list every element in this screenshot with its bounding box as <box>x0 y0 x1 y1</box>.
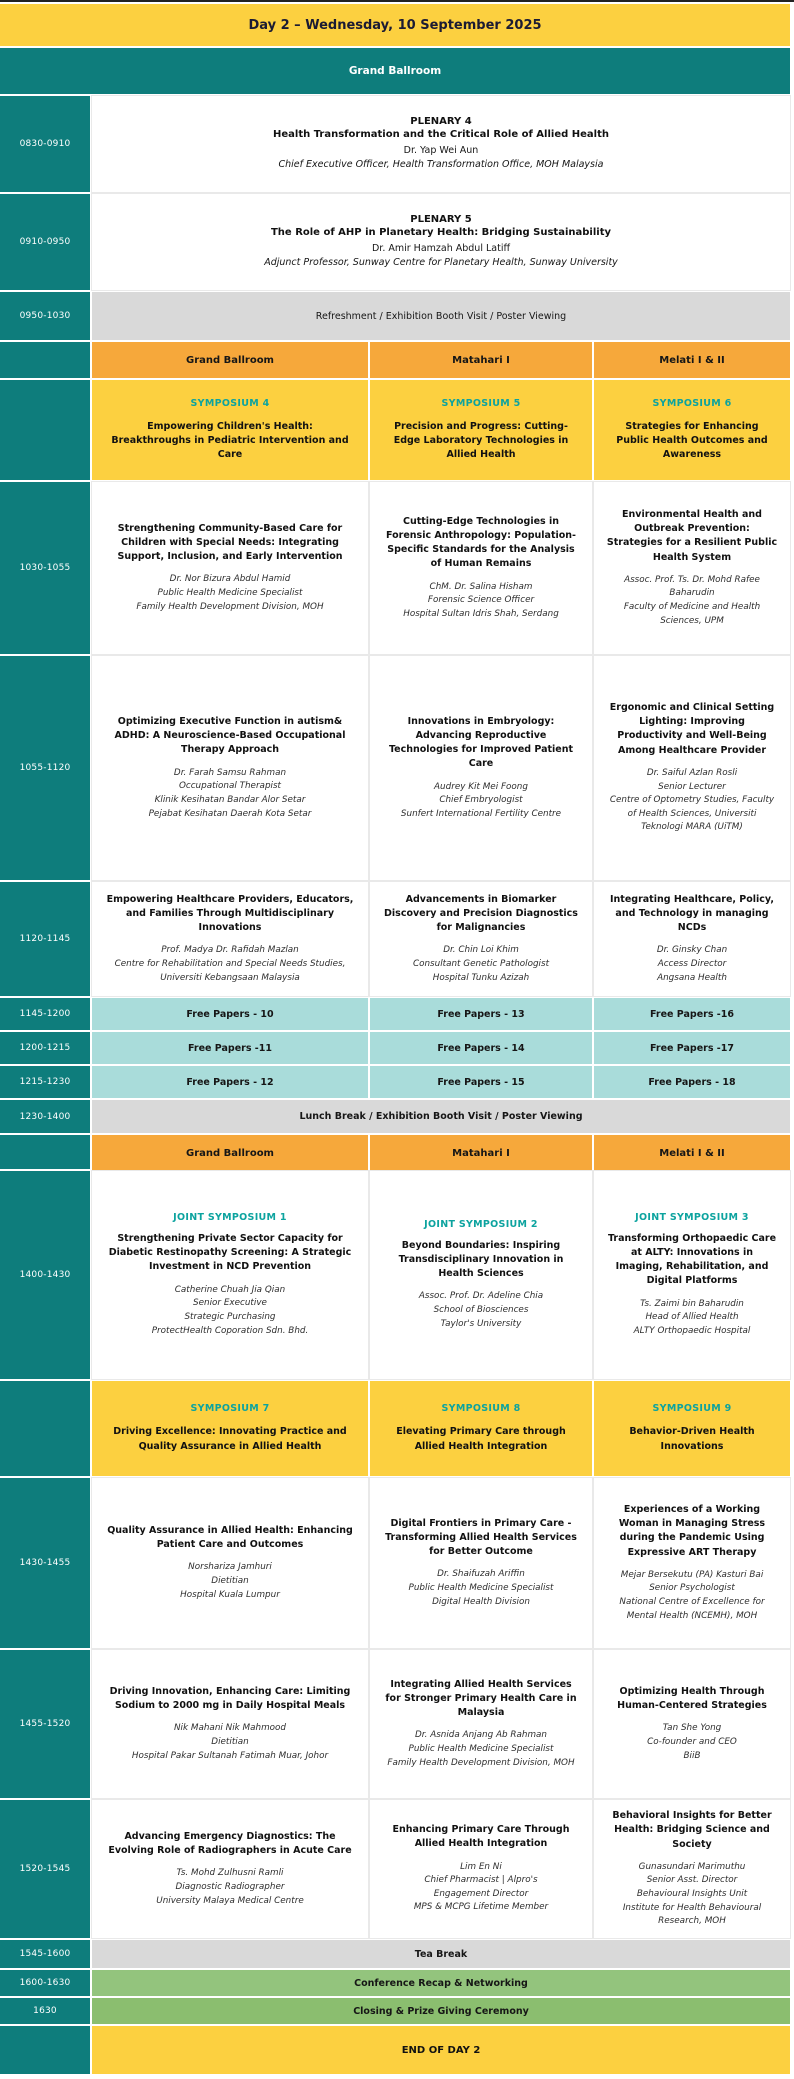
session-cell <box>92 482 368 654</box>
room-header-label: Melati I & II <box>659 1147 725 1159</box>
room-header-label: Melati I & II <box>659 354 725 366</box>
session-cell <box>92 1650 368 1798</box>
symposium-label: SYMPOSIUM 6 <box>652 397 732 409</box>
day2-schedule-table <box>0 4 794 2074</box>
joint-symposium-label: JOINT SYMPOSIUM 1 <box>173 1211 287 1223</box>
free-papers-cell <box>594 1032 790 1064</box>
joint-symposium-label: JOINT SYMPOSIUM 3 <box>635 1211 749 1223</box>
time-label: 1455-1520 <box>19 1719 71 1729</box>
session-cell <box>370 882 592 996</box>
lunch-break-cell <box>92 1100 790 1133</box>
free-papers-cell <box>92 1032 368 1064</box>
session-cell <box>370 656 592 880</box>
session-title: Innovations in Embryology: Advancing Reproductive Technologies for Improved Patient Care <box>388 715 574 770</box>
speaker-name: Dr. Yap Wei Aun <box>403 144 479 156</box>
day-banner <box>0 4 790 46</box>
time-cell-empty <box>0 342 90 378</box>
time-label: 1145-1200 <box>19 1009 71 1019</box>
symposium-title: Precision and Progress: Cutting-Edge Laboratory Technologies in Allied Health <box>393 420 569 461</box>
time-label: 0950-1030 <box>19 311 71 321</box>
session-cell <box>370 482 592 654</box>
session-speakers: Ts. Zaimi bin Baharudin Head of Allied Health ALTY Orthopaedic Hospital <box>633 1298 751 1336</box>
time-label: 0910-0950 <box>19 237 71 247</box>
break-label: Conference Recap & Networking <box>354 1977 528 1989</box>
time-label: 1200-1215 <box>19 1043 71 1053</box>
plenary-label: PLENARY 4 <box>410 115 472 127</box>
symposium-title: Empowering Children's Health: Breakthroughs in Pediatric Intervention and Care <box>111 420 349 461</box>
symposium4-cell <box>92 380 368 480</box>
symposium-label: SYMPOSIUM 9 <box>652 1403 732 1415</box>
day-banner-title: Day 2 – Wednesday, 10 September 2025 <box>248 17 542 33</box>
session-speakers: Audrey Kit Mei Foong Chief Embryologist Sunfert International Fertility Centre <box>400 781 562 819</box>
room-header-melati <box>594 342 790 378</box>
break-label: Lunch Break / Exhibition Booth Visit / Poster Viewing <box>299 1111 583 1122</box>
time-cell <box>0 194 90 290</box>
free-papers-label: Free Papers - 15 <box>437 1076 525 1088</box>
speaker-affiliation: Chief Executive Officer, Health Transformation Office, MOH Malaysia <box>278 159 604 170</box>
time-cell <box>0 1100 90 1133</box>
end-of-day-cell <box>92 2026 790 2074</box>
session-title: Integrating Healthcare, Policy, and Technology in managing NCDs <box>610 893 774 934</box>
session-speakers: Tan She Yong Co-founder and CEO BiiB <box>647 1723 737 1761</box>
symposium6-cell <box>594 380 790 480</box>
room-header-matahari <box>370 342 592 378</box>
time-label: 1030-1055 <box>19 563 71 573</box>
symposium-title: Elevating Primary Care through Allied Health Integration <box>396 1426 566 1452</box>
room-banner <box>0 48 790 94</box>
speaker-affiliation: Adjunct Professor, Sunway Centre for Planetary Health, Sunway University <box>264 257 618 268</box>
time-label: 1520-1545 <box>19 1864 71 1874</box>
time-cell <box>0 1478 90 1648</box>
free-papers-label: Free Papers - 10 <box>186 1008 274 1020</box>
joint-symposium1-cell <box>92 1171 368 1379</box>
time-cell <box>0 96 90 192</box>
symposium8-cell <box>370 1381 592 1476</box>
session-speakers: Lim En Ni Chief Pharmacist | Alpro's Engagement Director MPS & MCPG Lifetime Member <box>413 1861 549 1913</box>
time-label: 1600-1630 <box>19 1978 71 1988</box>
plenary-title: Health Transformation and the Critical Role of Allied Health <box>273 128 609 140</box>
session-cell <box>92 1478 368 1648</box>
time-cell <box>0 1066 90 1098</box>
time-cell <box>0 1970 90 1996</box>
free-papers-cell <box>92 1066 368 1098</box>
free-papers-cell <box>370 998 592 1030</box>
session-speakers: Dr. Shaifuzah Ariffin Public Health Medicine Specialist Digital Health Division <box>408 1569 554 1607</box>
session-speakers: Mejar Bersekutu (PA) Kasturi Bai Senior Psychologist National Centre of Excellence for Mental Health (NCEMH), MOH <box>619 1569 765 1621</box>
plenary4-cell <box>92 96 790 192</box>
session-cell <box>594 1650 790 1798</box>
free-papers-label: Free Papers -16 <box>650 1008 734 1020</box>
session-title: Experiences of a Working Woman in Managing Stress during the Pandemic Using Expressive ART Therapy <box>618 1503 766 1558</box>
session-speakers: Dr. Nor Bizura Abdul Hamid Public Health Medicine Specialist Family Health Development Division, MOH <box>136 574 324 612</box>
session-title: Integrating Allied Health Services for Stronger Primary Health Care in Malaysia <box>385 1678 577 1719</box>
time-cell <box>0 656 90 880</box>
session-speakers: Dr. Saiful Azlan Rosli Senior Lecturer Centre of Optometry Studies, Faculty of Health Sciences, Universiti Teknologi MARA (UiTM) <box>609 767 775 833</box>
end-of-day-label: END OF DAY 2 <box>401 2044 481 2056</box>
session-title: Environmental Health and Outbreak Prevention: Strategies for a Resilient Public Health System <box>606 508 778 563</box>
plenary5-cell <box>92 194 790 290</box>
time-cell-empty <box>0 1381 90 1476</box>
session-speakers: Dr. Asnida Anjang Ab Rahman Public Health Medicine Specialist Family Health Development Division, MOH <box>387 1730 575 1768</box>
time-label: 1630 <box>33 2006 57 2016</box>
symposium7-cell <box>92 1381 368 1476</box>
free-papers-cell <box>370 1066 592 1098</box>
session-title: Advancements in Biomarker Discovery and Precision Diagnostics for Malignancies <box>384 893 578 934</box>
time-cell-empty <box>0 380 90 480</box>
session-title: Beyond Boundaries: Inspiring Transdisciplinary Innovation in Health Sciences <box>398 1239 564 1280</box>
plenary4-row <box>0 96 794 192</box>
time-label: 1215-1230 <box>19 1077 71 1087</box>
symposium9-cell <box>594 1381 790 1476</box>
closing-ceremony-cell <box>92 1998 790 2024</box>
plenary5-row <box>0 194 794 290</box>
session-title: Strengthening Private Sector Capacity for Diabetic Restinopathy Screening: A Strategic Investment in NCD Prevention <box>108 1232 352 1273</box>
time-label: 1545-1600 <box>19 1949 71 1959</box>
free-papers-label: Free Papers - 14 <box>437 1042 525 1054</box>
time-label: 1120-1145 <box>19 934 71 944</box>
session-speakers: Dr. Chin Loi Khim Consultant Genetic Pathologist Hospital Tunku Azizah <box>412 945 550 983</box>
free-papers-label: Free Papers - 13 <box>437 1008 525 1020</box>
time-label: 1055-1120 <box>19 763 71 773</box>
tea-break-cell <box>92 1940 790 1968</box>
room-header-melati <box>594 1135 790 1171</box>
room-banner-label: Grand Ballroom <box>348 65 442 77</box>
free-papers-cell <box>594 1066 790 1098</box>
free-papers-cell <box>370 1032 592 1064</box>
symposium-title: Strategies for Enhancing Public Health Outcomes and Awareness <box>616 420 768 461</box>
session-speakers: Catherine Chuah Jia Qian Senior Executive Strategic Purchasing ProtectHealth Coporation Sdn. Bhd. <box>151 1284 309 1336</box>
session-title: Enhancing Primary Care Through Allied Health Integration <box>392 1824 570 1850</box>
session-cell <box>594 656 790 880</box>
session-cell <box>370 1800 592 1938</box>
symposium-label: SYMPOSIUM 8 <box>441 1403 521 1415</box>
session-title: Quality Assurance in Allied Health: Enhancing Patient Care and Outcomes <box>107 1524 353 1551</box>
break-label: Refreshment / Exhibition Booth Visit / Poster Viewing <box>315 310 567 322</box>
free-papers-label: Free Papers - 12 <box>186 1076 274 1088</box>
time-cell <box>0 292 90 340</box>
time-cell <box>0 1171 90 1379</box>
session-cell <box>92 882 368 996</box>
session-speakers: Dr. Farah Samsu Rahman Occupational Therapist Klinik Kesihatan Bandar Alor Setar Pejabat Kesihatan Daerah Kota Setar <box>148 767 312 819</box>
symposium-label: SYMPOSIUM 4 <box>190 397 270 409</box>
time-cell-empty <box>0 1135 90 1169</box>
session-cell <box>370 1478 592 1648</box>
time-cell <box>0 482 90 654</box>
time-cell <box>0 998 90 1030</box>
free-papers-label: Free Papers -11 <box>188 1042 272 1054</box>
session-speakers: Nik Mahani Nik Mahmood Dietitian Hospital Pakar Sultanah Fatimah Muar, Johor <box>131 1723 329 1761</box>
session-cell <box>594 1800 790 1938</box>
joint-symposium-label: JOINT SYMPOSIUM 2 <box>424 1218 538 1230</box>
time-label: 0830-0910 <box>19 139 71 149</box>
plenary-label: PLENARY 5 <box>410 213 472 225</box>
time-cell <box>0 1032 90 1064</box>
time-cell <box>0 1800 90 1938</box>
session-speakers: ChM. Dr. Salina Hisham Forensic Science Officer Hospital Sultan Idris Shah, Serdang <box>403 581 559 619</box>
time-cell <box>0 1650 90 1798</box>
room-header-matahari <box>370 1135 592 1171</box>
time-label: 1430-1455 <box>19 1558 71 1568</box>
free-papers-label: Free Papers - 18 <box>648 1076 736 1088</box>
session-title: Digital Frontiers in Primary Care - Transforming Allied Health Services for Better Outcome <box>385 1517 577 1558</box>
time-label: 1400-1430 <box>19 1270 71 1280</box>
room-header-label: Matahari I <box>452 354 510 366</box>
joint-symposium3-cell <box>594 1171 790 1379</box>
session-title: Strengthening Community-Based Care for Children with Special Needs: Integrating Support, Inclusion, and Early Intervention <box>117 522 343 563</box>
session-cell <box>92 1800 368 1938</box>
free-papers-cell <box>92 998 368 1030</box>
session-cell <box>92 656 368 880</box>
session-speakers: Assoc. Prof. Dr. Adeline Chia School of Biosciences Taylor's University <box>418 1291 544 1329</box>
top-border-line <box>0 0 794 2</box>
session-cell <box>594 1478 790 1648</box>
time-cell-empty <box>0 2026 90 2074</box>
break-label: Tea Break <box>414 1948 468 1960</box>
session-title: Cutting-Edge Technologies in Forensic Anthropology: Population-Specific Standards for the Analysis of Human Remains <box>386 515 576 570</box>
session-speakers: Dr. Ginsky Chan Access Director Angsana Health <box>656 945 728 983</box>
session-title: Optimizing Executive Function in autism& ADHD: A Neuroscience-Based Occupational Therapy Approach <box>114 715 346 756</box>
plenary-title: The Role of AHP in Planetary Health: Bridging Sustainability <box>270 226 611 238</box>
free-papers-cell <box>594 998 790 1030</box>
session-speakers: Ts. Mohd Zulhusni Ramli Diagnostic Radiographer University Malaya Medical Centre <box>156 1868 304 1906</box>
symposium-label: SYMPOSIUM 5 <box>441 397 521 409</box>
session-title: Empowering Healthcare Providers, Educators, and Families Through Multidisciplinary Innovations <box>106 893 354 934</box>
session-title: Advancing Emergency Diagnostics: The Evolving Role of Radiographers in Acute Care <box>108 1830 352 1857</box>
session-speakers: Norshariza Jamhuri Dietitian Hospital Kuala Lumpur <box>180 1562 280 1600</box>
session-title: Optimizing Health Through Human-Centered Strategies <box>617 1685 767 1712</box>
refreshment-break-cell <box>92 292 790 340</box>
session-title: Transforming Orthopaedic Care at ALTY: Innovations in Imaging, Rehabilitation, and Digital Platforms <box>607 1232 777 1287</box>
break-label: Closing & Prize Giving Ceremony <box>353 2005 529 2017</box>
time-cell <box>0 882 90 996</box>
room-header-label: Grand Ballroom <box>186 1147 274 1159</box>
symposium-title: Driving Excellence: Innovating Practice and Quality Assurance in Allied Health <box>113 1426 347 1452</box>
session-title: Ergonomic and Clinical Setting Lighting: Improving Productivity and Well-Being Among Healthcare Provider <box>609 701 775 756</box>
joint-symposium2-cell <box>370 1171 592 1379</box>
session-speakers: Prof. Madya Dr. Rafidah Mazlan Centre for Rehabilitation and Special Needs Studies, Universiti Kebangsaan Malaysia <box>114 945 346 983</box>
room-header-label: Matahari I <box>452 1147 510 1159</box>
session-cell <box>370 1650 592 1798</box>
time-label: 1230-1400 <box>19 1111 71 1122</box>
time-cell <box>0 1940 90 1968</box>
session-title: Behavioral Insights for Better Health: Bridging Science and Society <box>612 1810 772 1850</box>
symposium-title: Behavior-Driven Health Innovations <box>629 1426 755 1452</box>
session-title: Driving Innovation, Enhancing Care: Limiting Sodium to 2000 mg in Daily Hospital Meals <box>109 1685 351 1712</box>
session-cell <box>594 882 790 996</box>
room-header-label: Grand Ballroom <box>186 354 274 366</box>
free-papers-label: Free Papers -17 <box>650 1042 734 1054</box>
room-header-grand-ballroom <box>92 342 368 378</box>
session-speakers: Assoc. Prof. Ts. Dr. Mohd Rafee Baharudin Faculty of Medicine and Health Sciences, UPM <box>623 574 761 626</box>
symposium5-cell <box>370 380 592 480</box>
room-header-grand-ballroom <box>92 1135 368 1171</box>
recap-cell <box>92 1970 790 1996</box>
session-cell <box>594 482 790 654</box>
speaker-name: Dr. Amir Hamzah Abdul Latiff <box>371 242 511 254</box>
session-speakers: Gunasundari Marimuthu Senior Asst. Director Behavioural Insights Unit Institute for Health Behavioural Research, MOH <box>622 1861 762 1927</box>
symposium-label: SYMPOSIUM 7 <box>190 1403 270 1415</box>
time-cell <box>0 1998 90 2024</box>
